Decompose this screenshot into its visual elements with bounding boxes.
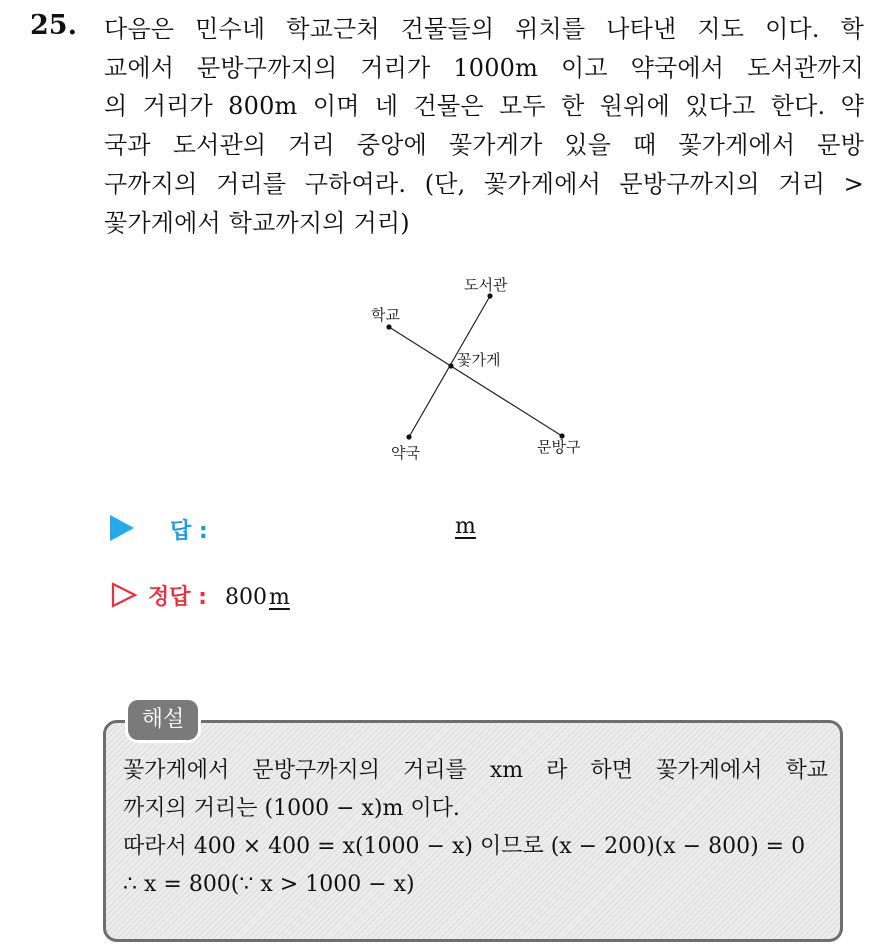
question-line: 의 거리가 800m 이며 네 건물은 모두 한 원위에 있다고 한다. 약: [104, 92, 864, 121]
stationery-label: 문방구: [537, 438, 581, 456]
question-number: 25.: [30, 10, 77, 41]
question-line: 구까지의 거리를 구하여라. (단, 꽃가게에서 문방구까지의 거리 >: [104, 169, 864, 198]
play-triangle-icon: [110, 515, 134, 541]
solution-line: 꽃가게에서 문방구까지의 거리를 xm 라 하면 꽃가게에서 학교: [123, 758, 828, 783]
solution-line: 따라서 400 × 400 = x(1000 − x) 이므로 (x − 200)(x − 800) = 0: [123, 834, 806, 859]
question-line: 다음은 민수네 학교근처 건물들의 위치를 나타낸 지도 이다. 학: [104, 15, 864, 43]
solution-text: [123, 752, 828, 904]
solution-line: ∴ x = 800(∵ x > 1000 − x): [123, 872, 415, 897]
answer-unit: m: [455, 514, 476, 539]
question-line: 국과 도서관의 거리 중앙에 꽃가게가 있을 때 꽃가게에서 문방: [104, 131, 864, 160]
library-point: [487, 293, 492, 298]
solution-tag: 해설: [128, 700, 198, 740]
library-label: 도서관: [464, 276, 508, 294]
answer-label: 답 :: [170, 519, 208, 544]
question-line: 꽃가게에서 학교까지의 거리): [104, 208, 410, 237]
correct-answer-value: 800: [224, 585, 267, 610]
solution-line: 까지의 거리는 (1000 − x)m 이다.: [123, 796, 460, 821]
school-stationery-line: [389, 327, 562, 436]
pharmacy-label: 약국: [391, 444, 420, 462]
correct-answer-row: [110, 576, 290, 611]
question-line: 교에서 문방구까지의 거리가 1000m 이고 약국에서 도서관까지: [104, 53, 864, 82]
correct-answer-unit: m: [268, 585, 290, 610]
answer-row: [110, 512, 208, 545]
pharmacy-point: [406, 434, 411, 439]
flower-shop-point: [448, 363, 453, 368]
school-point: [386, 324, 391, 329]
outline-triangle-icon: [110, 581, 138, 609]
question-text: [104, 10, 864, 242]
school-label: 학교: [371, 306, 400, 324]
correct-answer-label: 정답 :: [148, 585, 207, 610]
map-diagram: [340, 268, 610, 468]
flower-shop-label: 꽃가게: [457, 351, 501, 369]
